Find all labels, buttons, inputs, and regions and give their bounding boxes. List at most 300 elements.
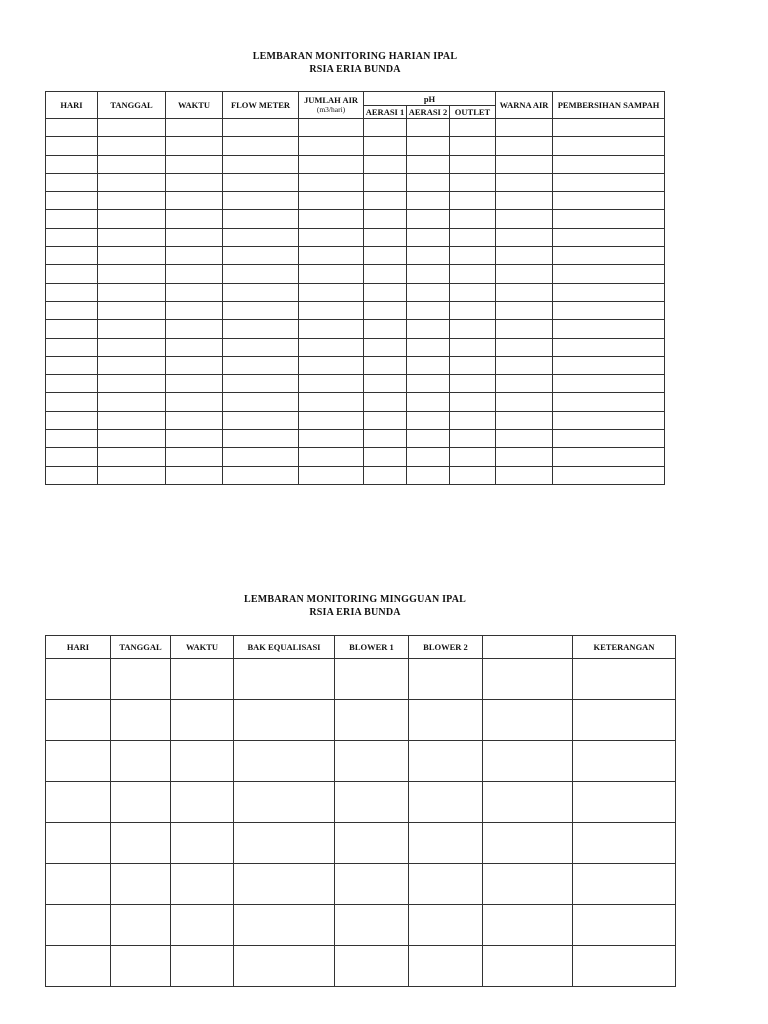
table-cell[interactable] <box>407 301 450 319</box>
table-cell[interactable] <box>299 430 364 448</box>
table-cell[interactable] <box>364 265 407 283</box>
table-cell[interactable] <box>299 466 364 484</box>
table-cell[interactable] <box>46 700 111 741</box>
table-cell[interactable] <box>98 137 166 155</box>
table-cell[interactable] <box>407 411 450 429</box>
table-cell[interactable] <box>98 228 166 246</box>
table-cell[interactable] <box>299 119 364 137</box>
table-cell[interactable] <box>409 946 483 987</box>
table-cell[interactable] <box>553 301 665 319</box>
table-cell[interactable] <box>553 356 665 374</box>
header-tanggal: TANGGAL <box>98 92 166 119</box>
table-cell[interactable] <box>98 301 166 319</box>
table-cell[interactable] <box>299 356 364 374</box>
table-cell[interactable] <box>223 448 299 466</box>
table-cell[interactable] <box>496 210 553 228</box>
table-row <box>46 411 665 429</box>
table-cell[interactable] <box>46 466 98 484</box>
table-cell[interactable] <box>46 782 111 823</box>
table-cell[interactable] <box>223 137 299 155</box>
table-cell[interactable] <box>364 173 407 191</box>
table-cell[interactable] <box>483 700 573 741</box>
table-cell[interactable] <box>234 659 335 700</box>
table-cell[interactable] <box>46 430 98 448</box>
header-waktu: WAKTU <box>171 636 234 659</box>
table-cell[interactable] <box>450 393 496 411</box>
table-cell[interactable] <box>299 338 364 356</box>
table-cell[interactable] <box>299 192 364 210</box>
table-cell[interactable] <box>364 411 407 429</box>
table-cell[interactable] <box>223 320 299 338</box>
table-cell[interactable] <box>223 393 299 411</box>
table-cell[interactable] <box>450 283 496 301</box>
table-cell[interactable] <box>483 823 573 864</box>
table-cell[interactable] <box>46 283 98 301</box>
table-cell[interactable] <box>234 905 335 946</box>
table-cell[interactable] <box>364 155 407 173</box>
table-cell[interactable] <box>496 320 553 338</box>
table-cell[interactable] <box>364 283 407 301</box>
table-cell[interactable] <box>234 741 335 782</box>
table-cell[interactable] <box>496 448 553 466</box>
header-jumlah-air <box>299 92 364 119</box>
table-cell[interactable] <box>171 905 234 946</box>
table-cell[interactable] <box>407 228 450 246</box>
table-cell[interactable] <box>364 338 407 356</box>
table-cell[interactable] <box>166 356 223 374</box>
table-cell[interactable] <box>223 228 299 246</box>
table-cell[interactable] <box>573 741 676 782</box>
table-cell[interactable] <box>364 228 407 246</box>
table-cell[interactable] <box>364 448 407 466</box>
table-cell[interactable] <box>364 466 407 484</box>
table-cell[interactable] <box>407 137 450 155</box>
table-cell[interactable] <box>483 782 573 823</box>
table-cell[interactable] <box>234 782 335 823</box>
table-cell[interactable] <box>98 265 166 283</box>
table-cell[interactable] <box>553 192 665 210</box>
table-cell[interactable] <box>496 155 553 173</box>
table-cell[interactable] <box>223 155 299 173</box>
table-cell[interactable] <box>299 283 364 301</box>
table-cell[interactable] <box>335 905 409 946</box>
table-cell[interactable] <box>335 741 409 782</box>
table-cell[interactable] <box>407 155 450 173</box>
daily-title-line1: LEMBARAN MONITORING HARIAN IPAL <box>252 51 458 62</box>
table-cell[interactable] <box>98 375 166 393</box>
table-cell[interactable] <box>450 375 496 393</box>
table-row <box>46 155 665 173</box>
table-cell[interactable] <box>111 905 171 946</box>
table-cell[interactable] <box>407 466 450 484</box>
table-cell[interactable] <box>299 247 364 265</box>
table-cell[interactable] <box>166 411 223 429</box>
header-aerasi-2: AERASI 2 <box>407 106 450 119</box>
table-cell[interactable] <box>166 375 223 393</box>
table-cell[interactable] <box>496 137 553 155</box>
table-cell[interactable] <box>553 320 665 338</box>
table-cell[interactable] <box>450 448 496 466</box>
table-cell[interactable] <box>364 301 407 319</box>
table-cell[interactable] <box>111 823 171 864</box>
table-cell[interactable] <box>46 741 111 782</box>
table-cell[interactable] <box>450 320 496 338</box>
table-cell[interactable] <box>223 430 299 448</box>
table-cell[interactable] <box>46 946 111 987</box>
table-cell[interactable] <box>364 393 407 411</box>
table-cell[interactable] <box>573 946 676 987</box>
table-cell[interactable] <box>553 265 665 283</box>
header-pembersihan-sampah: PEMBERSIHAN SAMPAH <box>553 92 665 119</box>
table-cell[interactable] <box>496 466 553 484</box>
table-cell[interactable] <box>496 119 553 137</box>
table-cell[interactable] <box>166 393 223 411</box>
table-cell[interactable] <box>111 782 171 823</box>
table-cell[interactable] <box>364 210 407 228</box>
table-cell[interactable] <box>98 192 166 210</box>
table-cell[interactable] <box>553 283 665 301</box>
table-cell[interactable] <box>450 301 496 319</box>
table-cell[interactable] <box>46 823 111 864</box>
table-cell[interactable] <box>98 338 166 356</box>
table-cell[interactable] <box>46 210 98 228</box>
table-cell[interactable] <box>166 155 223 173</box>
header-flow-meter: FLOW METER <box>223 92 299 119</box>
table-cell[interactable] <box>364 320 407 338</box>
table-cell[interactable] <box>335 659 409 700</box>
table-cell[interactable] <box>166 137 223 155</box>
table-cell[interactable] <box>364 430 407 448</box>
table-cell[interactable] <box>98 411 166 429</box>
table-cell[interactable] <box>299 411 364 429</box>
weekly-title <box>0 593 710 619</box>
table-cell[interactable] <box>335 864 409 905</box>
header-waktu: WAKTU <box>166 92 223 119</box>
table-cell[interactable] <box>407 393 450 411</box>
table-cell[interactable] <box>496 283 553 301</box>
table-cell[interactable] <box>409 864 483 905</box>
table-cell[interactable] <box>46 192 98 210</box>
table-cell[interactable] <box>496 228 553 246</box>
table-cell[interactable] <box>166 173 223 191</box>
table-cell[interactable] <box>166 466 223 484</box>
header-outlet: OUTLET <box>450 106 496 119</box>
table-row <box>46 823 676 864</box>
table-cell[interactable] <box>496 430 553 448</box>
table-cell[interactable] <box>223 265 299 283</box>
table-cell[interactable] <box>407 448 450 466</box>
table-cell[interactable] <box>166 210 223 228</box>
table-cell[interactable] <box>450 210 496 228</box>
table-cell[interactable] <box>98 356 166 374</box>
table-cell[interactable] <box>364 137 407 155</box>
table-cell[interactable] <box>166 301 223 319</box>
table-cell[interactable] <box>166 320 223 338</box>
table-cell[interactable] <box>223 247 299 265</box>
table-cell[interactable] <box>46 375 98 393</box>
table-cell[interactable] <box>223 173 299 191</box>
table-cell[interactable] <box>171 864 234 905</box>
table-cell[interactable] <box>299 173 364 191</box>
table-cell[interactable] <box>46 411 98 429</box>
table-cell[interactable] <box>46 301 98 319</box>
table-cell[interactable] <box>364 119 407 137</box>
table-cell[interactable] <box>98 283 166 301</box>
table-cell[interactable] <box>111 659 171 700</box>
table-cell[interactable] <box>299 228 364 246</box>
table-cell[interactable] <box>496 192 553 210</box>
daily-monitoring-table <box>45 91 665 485</box>
header-blank <box>483 636 573 659</box>
table-cell[interactable] <box>166 283 223 301</box>
table-cell[interactable] <box>553 173 665 191</box>
table-cell[interactable] <box>450 228 496 246</box>
table-cell[interactable] <box>111 946 171 987</box>
table-cell[interactable] <box>98 119 166 137</box>
table-cell[interactable] <box>407 430 450 448</box>
table-cell[interactable] <box>299 137 364 155</box>
table-cell[interactable] <box>98 393 166 411</box>
table-cell[interactable] <box>46 137 98 155</box>
table-cell[interactable] <box>364 356 407 374</box>
table-row <box>46 192 665 210</box>
table-cell[interactable] <box>573 659 676 700</box>
table-cell[interactable] <box>98 173 166 191</box>
table-cell[interactable] <box>234 700 335 741</box>
table-cell[interactable] <box>553 448 665 466</box>
table-row <box>46 173 665 191</box>
table-cell[interactable] <box>496 247 553 265</box>
table-cell[interactable] <box>553 375 665 393</box>
table-cell[interactable] <box>171 946 234 987</box>
table-cell[interactable] <box>46 265 98 283</box>
table-cell[interactable] <box>450 192 496 210</box>
table-cell[interactable] <box>223 338 299 356</box>
table-cell[interactable] <box>553 119 665 137</box>
table-row <box>46 356 665 374</box>
table-cell[interactable] <box>407 338 450 356</box>
table-cell[interactable] <box>496 265 553 283</box>
table-cell[interactable] <box>450 137 496 155</box>
table-row <box>46 320 665 338</box>
table-cell[interactable] <box>46 173 98 191</box>
table-cell[interactable] <box>407 283 450 301</box>
table-cell[interactable] <box>299 301 364 319</box>
table-cell[interactable] <box>553 155 665 173</box>
table-cell[interactable] <box>46 659 111 700</box>
table-cell[interactable] <box>46 338 98 356</box>
table-cell[interactable] <box>223 283 299 301</box>
table-cell[interactable] <box>46 356 98 374</box>
table-cell[interactable] <box>409 659 483 700</box>
table-cell[interactable] <box>409 741 483 782</box>
weekly-table-body <box>46 659 676 987</box>
table-cell[interactable] <box>553 228 665 246</box>
table-cell[interactable] <box>496 338 553 356</box>
table-cell[interactable] <box>223 119 299 137</box>
table-row <box>46 782 676 823</box>
table-cell[interactable] <box>496 356 553 374</box>
table-cell[interactable] <box>223 375 299 393</box>
table-cell[interactable] <box>335 782 409 823</box>
table-cell[interactable] <box>553 247 665 265</box>
table-cell[interactable] <box>299 210 364 228</box>
table-cell[interactable] <box>171 823 234 864</box>
table-cell[interactable] <box>166 228 223 246</box>
table-cell[interactable] <box>450 356 496 374</box>
table-cell[interactable] <box>171 659 234 700</box>
table-cell[interactable] <box>46 247 98 265</box>
table-cell[interactable] <box>450 119 496 137</box>
table-cell[interactable] <box>407 320 450 338</box>
table-cell[interactable] <box>171 741 234 782</box>
table-cell[interactable] <box>98 320 166 338</box>
table-cell[interactable] <box>223 210 299 228</box>
table-cell[interactable] <box>483 659 573 700</box>
header-ph: pH <box>364 92 496 106</box>
table-cell[interactable] <box>223 192 299 210</box>
table-cell[interactable] <box>166 192 223 210</box>
weekly-monitoring-table <box>45 635 676 987</box>
table-cell[interactable] <box>553 137 665 155</box>
table-cell[interactable] <box>299 393 364 411</box>
table-cell[interactable] <box>450 430 496 448</box>
table-row <box>46 247 665 265</box>
table-row <box>46 265 665 283</box>
table-cell[interactable] <box>483 946 573 987</box>
table-cell[interactable] <box>111 700 171 741</box>
table-cell[interactable] <box>483 864 573 905</box>
table-cell[interactable] <box>409 905 483 946</box>
table-cell[interactable] <box>573 905 676 946</box>
table-cell[interactable] <box>483 905 573 946</box>
table-cell[interactable] <box>553 393 665 411</box>
table-cell[interactable] <box>46 119 98 137</box>
table-row <box>46 393 665 411</box>
table-cell[interactable] <box>98 247 166 265</box>
table-cell[interactable] <box>364 375 407 393</box>
table-cell[interactable] <box>46 864 111 905</box>
table-cell[interactable] <box>450 466 496 484</box>
table-cell[interactable] <box>46 393 98 411</box>
table-cell[interactable] <box>553 430 665 448</box>
table-cell[interactable] <box>573 823 676 864</box>
table-cell[interactable] <box>553 338 665 356</box>
header-jumlah-air-unit: (m3/hari) <box>316 105 346 114</box>
table-cell[interactable] <box>450 247 496 265</box>
table-cell[interactable] <box>573 700 676 741</box>
table-cell[interactable] <box>496 411 553 429</box>
table-cell[interactable] <box>407 119 450 137</box>
table-cell[interactable] <box>407 210 450 228</box>
table-cell[interactable] <box>573 864 676 905</box>
table-cell[interactable] <box>407 375 450 393</box>
table-cell[interactable] <box>407 265 450 283</box>
table-cell[interactable] <box>46 320 98 338</box>
table-cell[interactable] <box>46 448 98 466</box>
table-cell[interactable] <box>234 946 335 987</box>
table-cell[interactable] <box>98 155 166 173</box>
table-cell[interactable] <box>166 265 223 283</box>
table-cell[interactable] <box>299 265 364 283</box>
table-cell[interactable] <box>450 265 496 283</box>
table-cell[interactable] <box>407 173 450 191</box>
table-cell[interactable] <box>111 741 171 782</box>
table-cell[interactable] <box>223 466 299 484</box>
header-keterangan: KETERANGAN <box>573 636 676 659</box>
table-cell[interactable] <box>223 411 299 429</box>
table-cell[interactable] <box>496 173 553 191</box>
table-cell[interactable] <box>98 466 166 484</box>
table-cell[interactable] <box>166 247 223 265</box>
table-cell[interactable] <box>450 155 496 173</box>
table-cell[interactable] <box>364 247 407 265</box>
table-cell[interactable] <box>98 430 166 448</box>
table-cell[interactable] <box>450 338 496 356</box>
table-cell[interactable] <box>223 301 299 319</box>
table-cell[interactable] <box>46 905 111 946</box>
table-cell[interactable] <box>335 700 409 741</box>
table-cell[interactable] <box>111 864 171 905</box>
table-cell[interactable] <box>573 782 676 823</box>
daily-title-line2: RSIA ERIA BUNDA <box>309 64 401 75</box>
table-cell[interactable] <box>299 155 364 173</box>
table-cell[interactable] <box>496 393 553 411</box>
table-cell[interactable] <box>46 155 98 173</box>
table-row <box>46 301 665 319</box>
table-cell[interactable] <box>553 411 665 429</box>
table-row <box>46 659 676 700</box>
table-cell[interactable] <box>483 741 573 782</box>
table-cell[interactable] <box>409 823 483 864</box>
header-blower-1: BLOWER 1 <box>335 636 409 659</box>
table-cell[interactable] <box>46 228 98 246</box>
table-cell[interactable] <box>407 192 450 210</box>
table-cell[interactable] <box>223 356 299 374</box>
table-cell[interactable] <box>553 210 665 228</box>
table-row <box>46 137 665 155</box>
table-cell[interactable] <box>166 338 223 356</box>
table-cell[interactable] <box>335 946 409 987</box>
table-cell[interactable] <box>166 119 223 137</box>
table-cell[interactable] <box>171 782 234 823</box>
table-cell[interactable] <box>409 700 483 741</box>
header-hari: HARI <box>46 636 111 659</box>
table-cell[interactable] <box>299 448 364 466</box>
table-cell[interactable] <box>496 301 553 319</box>
table-cell[interactable] <box>364 192 407 210</box>
table-cell[interactable] <box>166 430 223 448</box>
table-cell[interactable] <box>409 782 483 823</box>
table-cell[interactable] <box>407 356 450 374</box>
table-cell[interactable] <box>553 466 665 484</box>
table-cell[interactable] <box>450 411 496 429</box>
table-cell[interactable] <box>234 864 335 905</box>
table-row <box>46 119 665 137</box>
table-cell[interactable] <box>299 320 364 338</box>
table-cell[interactable] <box>234 823 335 864</box>
table-cell[interactable] <box>171 700 234 741</box>
table-row <box>46 466 665 484</box>
table-cell[interactable] <box>407 247 450 265</box>
table-cell[interactable] <box>98 210 166 228</box>
table-cell[interactable] <box>166 448 223 466</box>
table-cell[interactable] <box>299 375 364 393</box>
table-cell[interactable] <box>496 375 553 393</box>
table-cell[interactable] <box>450 173 496 191</box>
table-cell[interactable] <box>335 823 409 864</box>
table-cell[interactable] <box>98 448 166 466</box>
